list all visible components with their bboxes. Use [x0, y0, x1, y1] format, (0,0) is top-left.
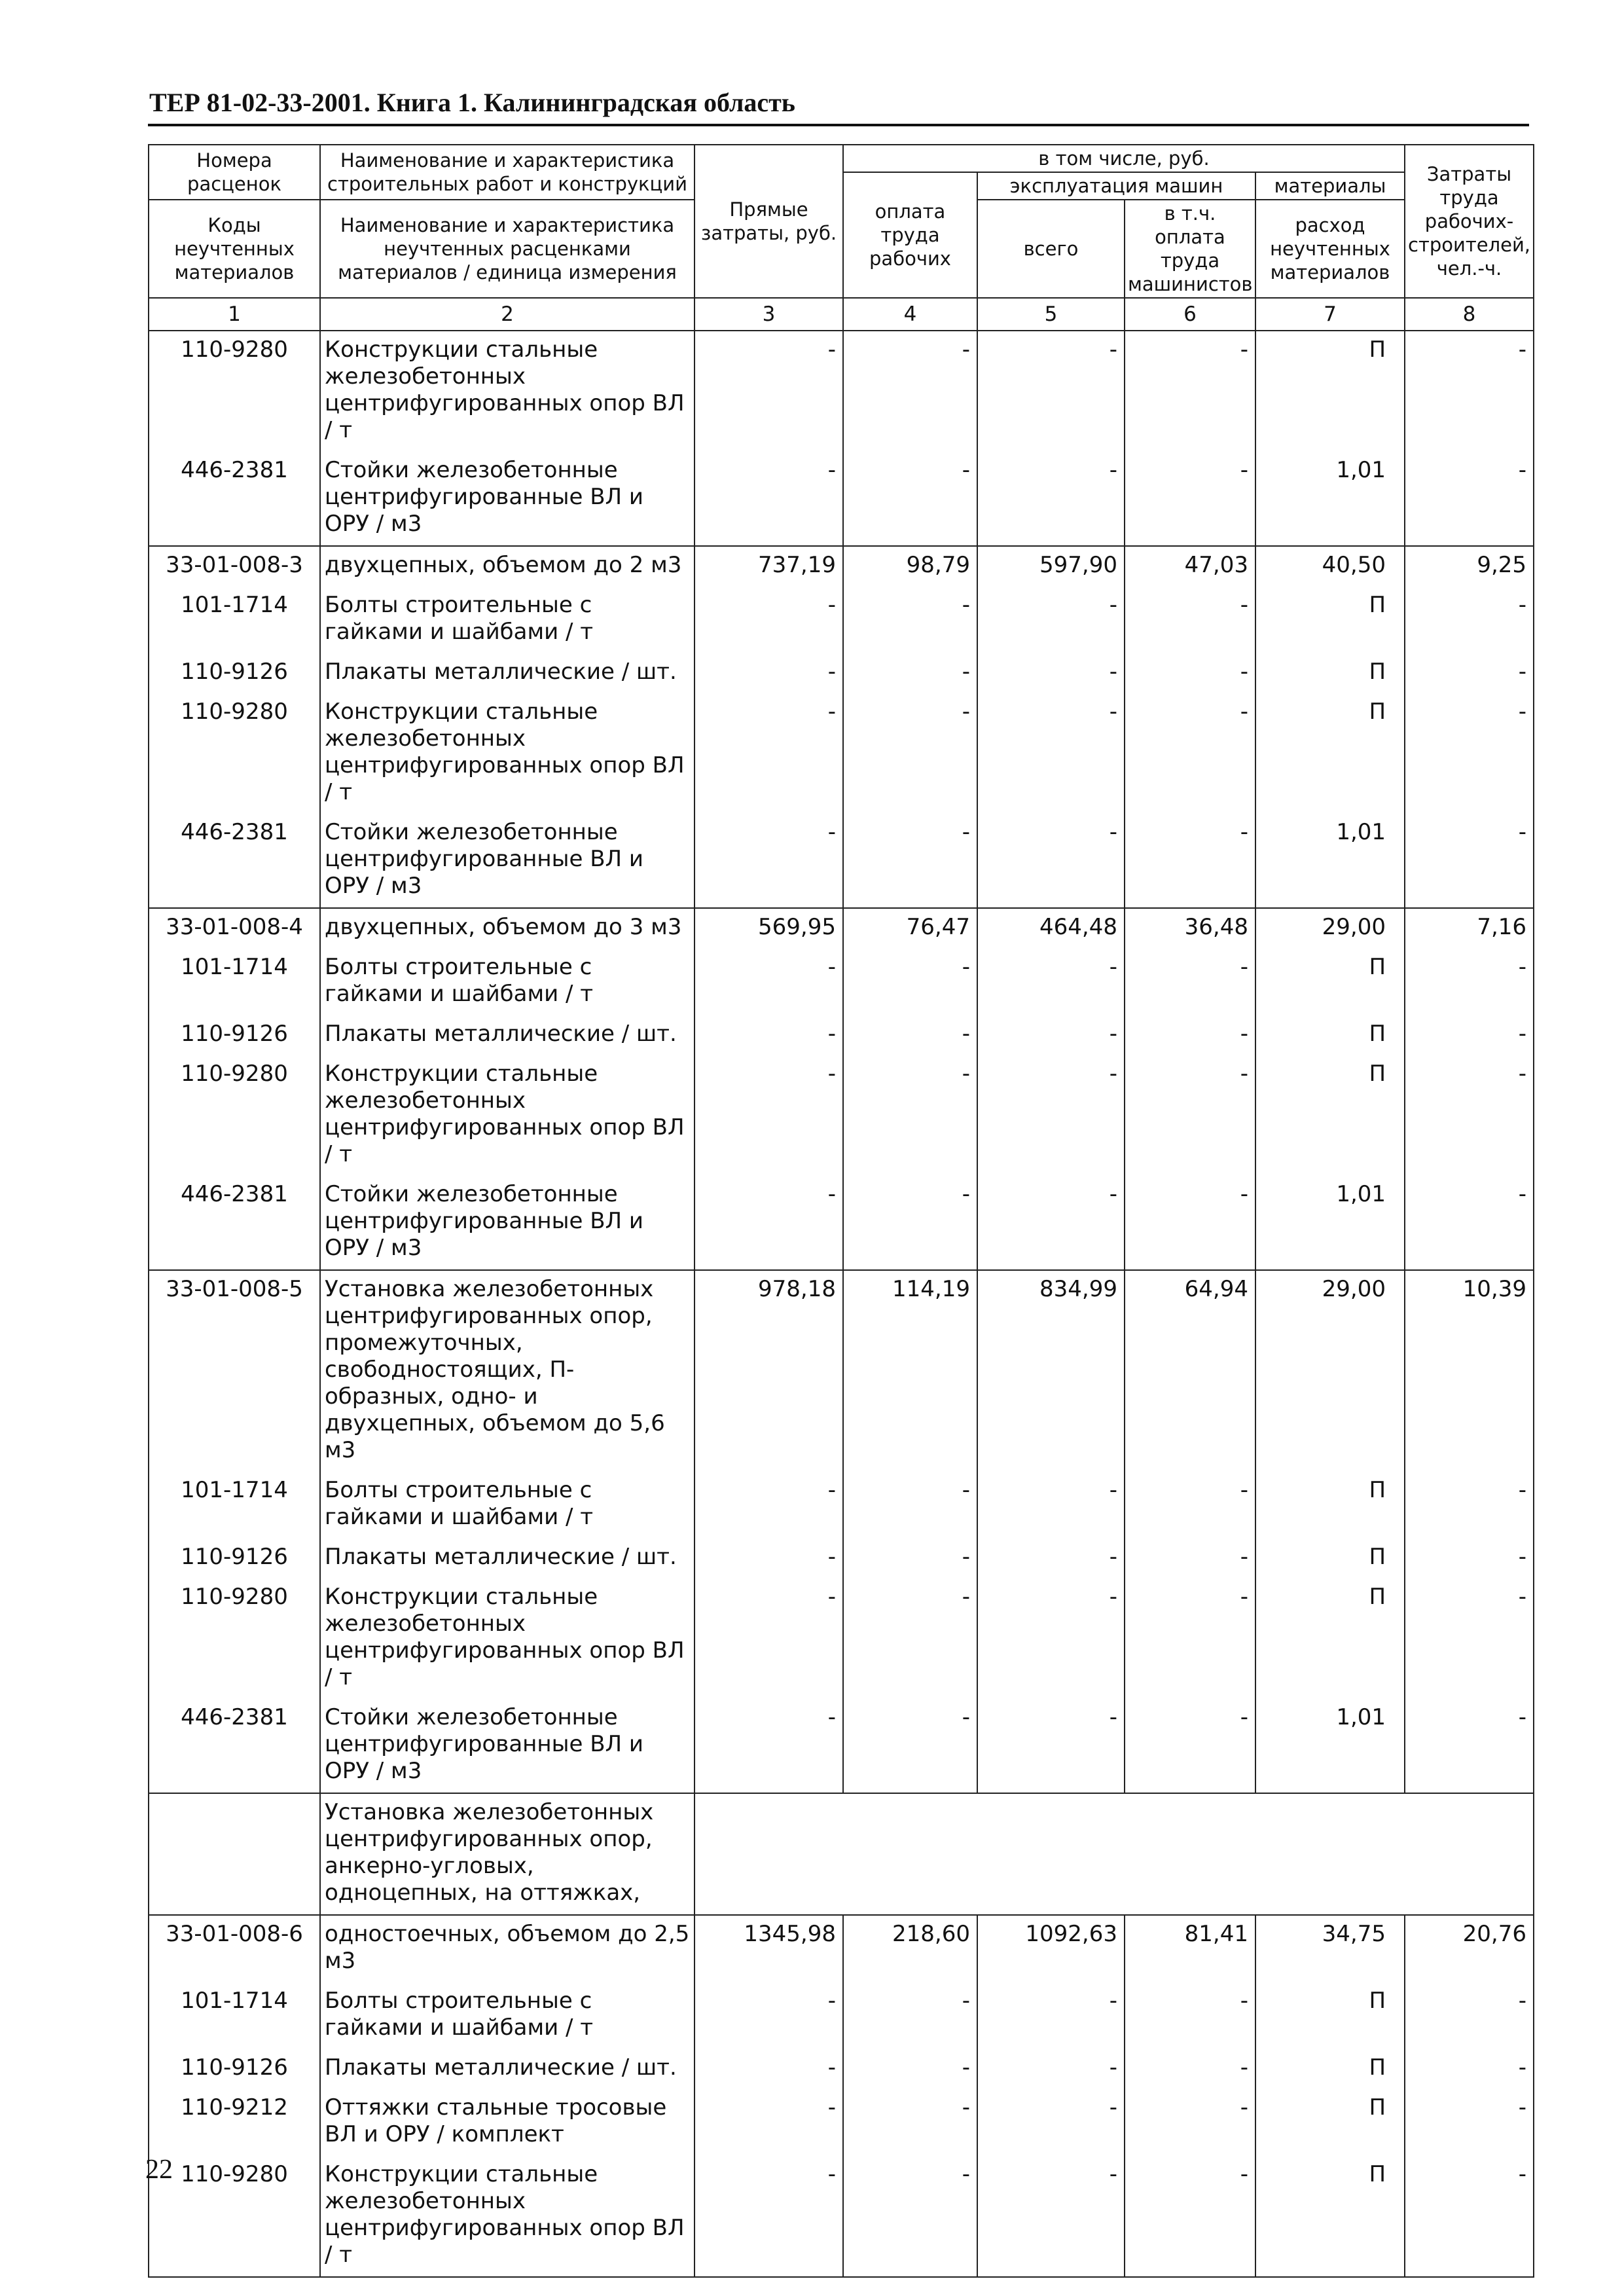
column-number: 5: [977, 298, 1125, 331]
table-row: [149, 1015, 1534, 1055]
direct-costs: -: [695, 2049, 843, 2089]
title-rule: [148, 124, 1529, 126]
work-name: Плакаты металлические / шт.: [320, 653, 695, 693]
section-heading: Установка железобетонных центрифугированных опор, анкерно-угловых, одноцепных, на оттяжках,: [320, 1793, 695, 1915]
work-name: Конструкции стальные железобетонных центрифугированных опор ВЛ / т: [320, 331, 695, 452]
machinist-labor-cost: -: [1125, 814, 1255, 908]
work-name: Оттяжки стальные тросовые ВЛ и ОРУ / комплект: [320, 2089, 695, 2156]
machine-cost: -: [977, 1015, 1125, 1055]
rate-code: 110-9280: [149, 693, 320, 814]
labor-cost: -: [843, 587, 977, 653]
labor-cost: -: [843, 1472, 977, 1539]
rate-code: 110-9280: [149, 1055, 320, 1176]
col-1-header-top: Номера расценок: [149, 145, 320, 200]
direct-costs: -: [695, 1539, 843, 1578]
page-number: 22: [145, 2155, 173, 2185]
machinist-labor-cost: -: [1125, 1699, 1255, 1793]
rate-code: 446-2381: [149, 1699, 320, 1793]
machinist-labor-cost: -: [1125, 2049, 1255, 2089]
machine-cost: -: [977, 331, 1125, 452]
machinist-labor-cost: -: [1125, 1472, 1255, 1539]
table-row: [149, 1472, 1534, 1539]
labor-cost: -: [843, 949, 977, 1015]
direct-costs: -: [695, 1015, 843, 1055]
rate-code: 101-1714: [149, 949, 320, 1015]
work-name: Болты строительные с гайками и шайбами / т: [320, 1982, 695, 2049]
machine-cost: -: [977, 2089, 1125, 2156]
labor-cost: 114,19: [843, 1270, 977, 1472]
labor-cost: -: [843, 1982, 977, 2049]
col-4-header: оплата труда рабочих: [843, 172, 977, 298]
machine-cost: 834,99: [977, 1270, 1125, 1472]
labor-hours: 10,39: [1405, 1270, 1534, 1472]
machinist-labor-cost: -: [1125, 452, 1255, 546]
machinist-labor-cost: -: [1125, 331, 1255, 452]
work-name: Стойки железобетонные центрифугированные ВЛ и ОРУ / м3: [320, 1176, 695, 1270]
rate-code: 101-1714: [149, 1472, 320, 1539]
work-name: Болты строительные с гайками и шайбами / т: [320, 1472, 695, 1539]
rates-table: [148, 144, 1534, 2278]
rate-code: 33-01-008-6: [149, 1915, 320, 1982]
table-row: [149, 587, 1534, 653]
column-number: 4: [843, 298, 977, 331]
direct-costs: -: [695, 653, 843, 693]
labor-hours: -: [1405, 2156, 1534, 2277]
machine-cost: -: [977, 1472, 1125, 1539]
col-2-header-bottom: Наименование и характеристика неучтенных расценками материалов / единица измерения: [320, 200, 695, 298]
table-row: [149, 331, 1534, 452]
machinist-labor-cost: -: [1125, 1055, 1255, 1176]
labor-hours: -: [1405, 814, 1534, 908]
table-row: [149, 693, 1534, 814]
col-2-header-top: Наименование и характеристика строительных работ и конструкций: [320, 145, 695, 200]
labor-hours: -: [1405, 1699, 1534, 1793]
machinist-labor-cost: 64,94: [1125, 1270, 1255, 1472]
material-consumption: П: [1255, 587, 1405, 653]
work-name: Стойки железобетонные центрифугированные ВЛ и ОРУ / м3: [320, 814, 695, 908]
table-row: [149, 653, 1534, 693]
work-name: Болты строительные с гайками и шайбами / т: [320, 587, 695, 653]
rate-code: 33-01-008-3: [149, 546, 320, 587]
work-name: одностоечных, объемом до 2,5 м3: [320, 1915, 695, 1982]
direct-costs: -: [695, 1578, 843, 1699]
labor-cost: -: [843, 1539, 977, 1578]
direct-costs: -: [695, 331, 843, 452]
col-7-header: расход неучтенных материалов: [1255, 200, 1405, 298]
labor-hours: -: [1405, 2049, 1534, 2089]
table-row: [149, 908, 1534, 949]
rate-code: 110-9126: [149, 653, 320, 693]
labor-hours: 7,16: [1405, 908, 1534, 949]
labor-cost: -: [843, 814, 977, 908]
col-1-header-bottom: Коды неучтенных материалов: [149, 200, 320, 298]
machine-cost: -: [977, 1578, 1125, 1699]
table-body: [149, 331, 1534, 2277]
work-name: Плакаты металлические / шт.: [320, 1015, 695, 1055]
labor-cost: -: [843, 1015, 977, 1055]
direct-costs: -: [695, 452, 843, 546]
material-consumption: П: [1255, 693, 1405, 814]
rate-code: 110-9126: [149, 2049, 320, 2089]
machinist-labor-cost: -: [1125, 2156, 1255, 2277]
work-name: двухцепных, объемом до 3 м3: [320, 908, 695, 949]
material-consumption: 1,01: [1255, 1699, 1405, 1793]
direct-costs: 569,95: [695, 908, 843, 949]
material-consumption: П: [1255, 1015, 1405, 1055]
machine-cost: -: [977, 452, 1125, 546]
col-3-header: Прямые затраты, руб.: [695, 145, 843, 298]
machine-cost: -: [977, 2156, 1125, 2277]
section-heading-row: [149, 1793, 1534, 1915]
machines-header: эксплуатация машин: [977, 172, 1255, 200]
direct-costs: -: [695, 1982, 843, 2049]
rate-code: 33-01-008-5: [149, 1270, 320, 1472]
machine-cost: -: [977, 1982, 1125, 2049]
machine-cost: -: [977, 2049, 1125, 2089]
material-consumption: 1,01: [1255, 814, 1405, 908]
table-row: [149, 1578, 1534, 1699]
machine-cost: -: [977, 693, 1125, 814]
table-row: [149, 814, 1534, 908]
labor-hours: -: [1405, 1982, 1534, 2049]
machine-cost: -: [977, 653, 1125, 693]
table-row: [149, 1270, 1534, 1472]
labor-cost: -: [843, 1578, 977, 1699]
direct-costs: -: [695, 2156, 843, 2277]
work-name: Плакаты металлические / шт.: [320, 1539, 695, 1578]
labor-cost: 76,47: [843, 908, 977, 949]
labor-hours: -: [1405, 452, 1534, 546]
direct-costs: -: [695, 693, 843, 814]
labor-cost: -: [843, 2089, 977, 2156]
machinist-labor-cost: 81,41: [1125, 1915, 1255, 1982]
table-row: [149, 1915, 1534, 1982]
direct-costs: 978,18: [695, 1270, 843, 1472]
labor-cost: 98,79: [843, 546, 977, 587]
machinist-labor-cost: 36,48: [1125, 908, 1255, 949]
machinist-labor-cost: -: [1125, 1176, 1255, 1270]
work-name: Плакаты металлические / шт.: [320, 2049, 695, 2089]
labor-hours: 20,76: [1405, 1915, 1534, 1982]
col-5-header: всего: [977, 200, 1125, 298]
labor-hours: -: [1405, 1015, 1534, 1055]
column-number: 6: [1125, 298, 1255, 331]
machine-cost: -: [977, 1699, 1125, 1793]
machinist-labor-cost: -: [1125, 653, 1255, 693]
material-consumption: П: [1255, 1539, 1405, 1578]
labor-cost: -: [843, 452, 977, 546]
rate-code: 446-2381: [149, 452, 320, 546]
machine-cost: -: [977, 1176, 1125, 1270]
machinist-labor-cost: -: [1125, 949, 1255, 1015]
machine-cost: -: [977, 1539, 1125, 1578]
labor-cost: -: [843, 1176, 977, 1270]
material-consumption: П: [1255, 2156, 1405, 2277]
rate-code: 446-2381: [149, 814, 320, 908]
table-row: [149, 1055, 1534, 1176]
col-6-header: в т.ч. оплата труда машинистов: [1125, 200, 1255, 298]
column-number: 3: [695, 298, 843, 331]
table-row: [149, 2156, 1534, 2277]
table-row: [149, 1699, 1534, 1793]
work-name: Стойки железобетонные центрифугированные ВЛ и ОРУ / м3: [320, 1699, 695, 1793]
direct-costs: -: [695, 587, 843, 653]
material-consumption: 1,01: [1255, 452, 1405, 546]
table-row: [149, 1176, 1534, 1270]
material-consumption: 29,00: [1255, 1270, 1405, 1472]
rate-code: 101-1714: [149, 1982, 320, 2049]
material-consumption: П: [1255, 653, 1405, 693]
labor-hours: -: [1405, 1055, 1534, 1176]
material-consumption: П: [1255, 949, 1405, 1015]
work-name: Конструкции стальные железобетонных центрифугированных опор ВЛ / т: [320, 1578, 695, 1699]
col-8-header: Затраты труда рабочих-строителей, чел.-ч.: [1405, 145, 1534, 298]
including-header: в том числе, руб.: [843, 145, 1405, 172]
table-row: [149, 546, 1534, 587]
direct-costs: -: [695, 1176, 843, 1270]
work-name: Конструкции стальные железобетонных центрифугированных опор ВЛ / т: [320, 693, 695, 814]
machinist-labor-cost: -: [1125, 1982, 1255, 2049]
labor-cost: 218,60: [843, 1915, 977, 1982]
labor-hours: 9,25: [1405, 546, 1534, 587]
direct-costs: -: [695, 814, 843, 908]
direct-costs: -: [695, 949, 843, 1015]
labor-hours: -: [1405, 2089, 1534, 2156]
rate-code: 110-9126: [149, 1539, 320, 1578]
machine-cost: -: [977, 587, 1125, 653]
labor-hours: -: [1405, 1578, 1534, 1699]
labor-hours: -: [1405, 653, 1534, 693]
machine-cost: 1092,63: [977, 1915, 1125, 1982]
direct-costs: 1345,98: [695, 1915, 843, 1982]
labor-hours: -: [1405, 693, 1534, 814]
labor-hours: -: [1405, 587, 1534, 653]
table-header: [149, 145, 1534, 331]
material-consumption: П: [1255, 1055, 1405, 1176]
labor-hours: -: [1405, 949, 1534, 1015]
labor-hours: -: [1405, 1539, 1534, 1578]
rate-code: 33-01-008-4: [149, 908, 320, 949]
machine-cost: -: [977, 814, 1125, 908]
empty-cell: [695, 1793, 1534, 1915]
machinist-labor-cost: -: [1125, 693, 1255, 814]
direct-costs: 737,19: [695, 546, 843, 587]
labor-cost: -: [843, 693, 977, 814]
direct-costs: -: [695, 2089, 843, 2156]
rate-code: 110-9280: [149, 2156, 320, 2277]
rate-code: 101-1714: [149, 587, 320, 653]
material-consumption: 40,50: [1255, 546, 1405, 587]
machinist-labor-cost: 47,03: [1125, 546, 1255, 587]
labor-cost: -: [843, 2156, 977, 2277]
rate-code: 110-9280: [149, 1578, 320, 1699]
table-row: [149, 1539, 1534, 1578]
labor-cost: -: [843, 653, 977, 693]
material-consumption: П: [1255, 1578, 1405, 1699]
machine-cost: -: [977, 1055, 1125, 1176]
direct-costs: -: [695, 1472, 843, 1539]
material-consumption: 34,75: [1255, 1915, 1405, 1982]
labor-hours: -: [1405, 1472, 1534, 1539]
material-consumption: П: [1255, 1472, 1405, 1539]
material-consumption: П: [1255, 2089, 1405, 2156]
column-number: 8: [1405, 298, 1534, 331]
rate-code: 110-9280: [149, 331, 320, 452]
materials-header: материалы: [1255, 172, 1405, 200]
work-name: Болты строительные с гайками и шайбами / т: [320, 949, 695, 1015]
machinist-labor-cost: -: [1125, 1578, 1255, 1699]
material-consumption: 1,01: [1255, 1176, 1405, 1270]
material-consumption: П: [1255, 331, 1405, 452]
labor-cost: -: [843, 1055, 977, 1176]
labor-cost: -: [843, 331, 977, 452]
labor-cost: -: [843, 2049, 977, 2089]
machine-cost: 464,48: [977, 908, 1125, 949]
machinist-labor-cost: -: [1125, 2089, 1255, 2156]
work-name: Стойки железобетонные центрифугированные ВЛ и ОРУ / м3: [320, 452, 695, 546]
machine-cost: 597,90: [977, 546, 1125, 587]
page-title: ТЕР 81-02-33-2001. Книга 1. Калининградская область: [149, 88, 795, 117]
column-number: 2: [320, 298, 695, 331]
empty-cell: [149, 1793, 320, 1915]
material-consumption: П: [1255, 1982, 1405, 2049]
work-name: Конструкции стальные железобетонных центрифугированных опор ВЛ / т: [320, 2156, 695, 2277]
column-number: 7: [1255, 298, 1405, 331]
table-row: [149, 452, 1534, 546]
machinist-labor-cost: -: [1125, 1015, 1255, 1055]
table-row: [149, 2089, 1534, 2156]
column-numbers-row: [149, 298, 1534, 331]
machinist-labor-cost: -: [1125, 587, 1255, 653]
direct-costs: -: [695, 1699, 843, 1793]
machine-cost: -: [977, 949, 1125, 1015]
work-name: Конструкции стальные железобетонных центрифугированных опор ВЛ / т: [320, 1055, 695, 1176]
rate-code: 110-9126: [149, 1015, 320, 1055]
table-row: [149, 2049, 1534, 2089]
machinist-labor-cost: -: [1125, 1539, 1255, 1578]
column-number: 1: [149, 298, 320, 331]
material-consumption: 29,00: [1255, 908, 1405, 949]
work-name: двухцепных, объемом до 2 м3: [320, 546, 695, 587]
material-consumption: П: [1255, 2049, 1405, 2089]
table-row: [149, 1982, 1534, 2049]
rate-code: 446-2381: [149, 1176, 320, 1270]
table-row: [149, 949, 1534, 1015]
labor-cost: -: [843, 1699, 977, 1793]
rate-code: 110-9212: [149, 2089, 320, 2156]
direct-costs: -: [695, 1055, 843, 1176]
labor-hours: -: [1405, 331, 1534, 452]
labor-hours: -: [1405, 1176, 1534, 1270]
work-name: Установка железобетонных центрифугированных опор, промежуточных, свободностоящих, П-образных, одно- и двухцепных, объемом до 5,6 м3: [320, 1270, 695, 1472]
